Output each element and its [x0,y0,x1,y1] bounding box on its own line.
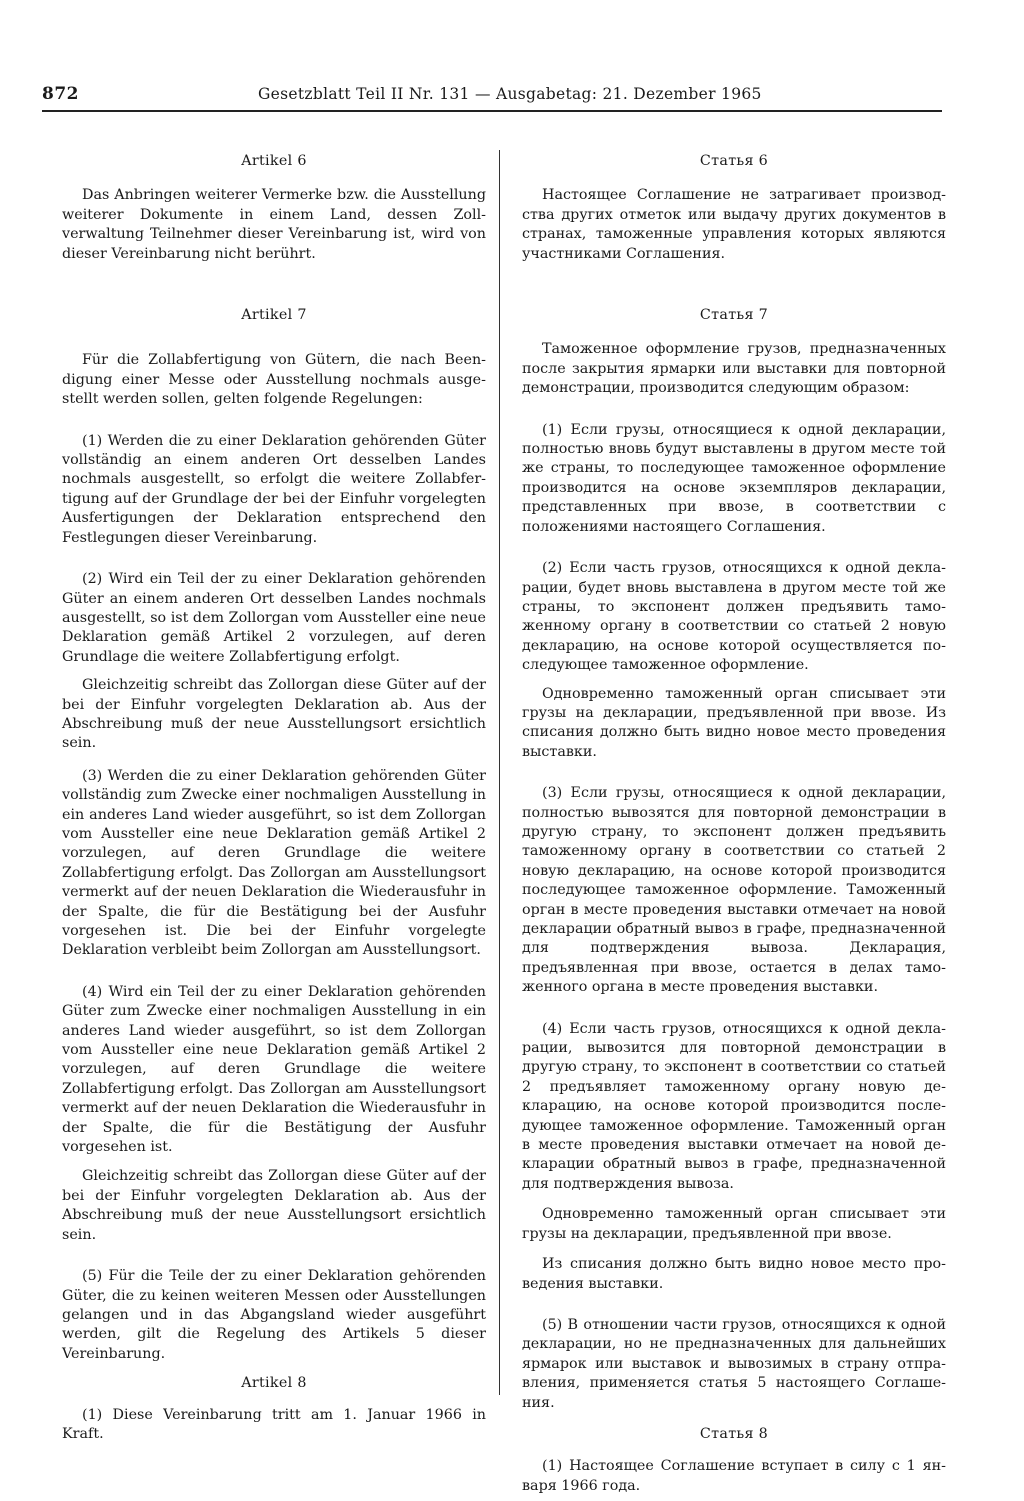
paragraph: (3) Если грузы, относящиеся к одной декларации, полностью вывозятся для повторной демонстрации в другую страну, то экспонент должен предъявить таможенному органу в соответствии со статьей 2 новую декларацию, на основе которой производится последующее таможенное оформление. Таможенный орган в месте проведения выставки отмечает на новой декларации обратный вывоз в графе, предназначенной для подтверждения вывоза. Декларация, предъявленная при ввозе, остается в делах таможенного органа в месте проведения выставки. [522,785,946,996]
paragraph: (2) Wird ein Teil der zu einer Deklaration gehörenden Güter an einem anderen Ort desselben Landes nochmals ausgestellt, so ist dem Zollorgan vom Aussteller eine neue Deklaration gemäß Artikel 2 vorzulegen, auf deren Grundlage die weitere Zollabfertigung erfolgt. [62,571,486,665]
article-heading: Artikel 7 [241,307,307,324]
running-title: Gesetzblatt Teil II Nr. 131 — Ausgabetag: 21. Dezember 1965 [258,85,762,103]
column-divider [499,150,500,1395]
paragraph: (5) Für die Teile der zu einer Deklaration gehörenden Güter, die zu keinen weiteren Messen oder Ausstellungen gelangen und in das Abgangsland wieder ausgeführt werden, gilt die Regelung des Artikels 5 dieser Vereinbarung. [62,1268,486,1362]
paragraph: (1) Werden die zu einer Deklaration gehörenden Güter vollständig an einem anderen Ort desselben Landes nochmals ausgestellt, so erfolgt die weitere Zollabfertigung auf der Grundlage der bei der Einfuhr vorgelegten Ausfertigungen der Deklaration entsprechend den Festlegungen dieser Vereinbarung. [62,432,486,546]
paragraph: Одновременно таможенный орган списывает эти грузы на декларации, предъявленной при ввозе. [522,1206,946,1242]
paragraph: (1) Diese Vereinbarung tritt am 1. Januar 1966 in Kraft. [62,1406,486,1442]
paragraph: Таможенное оформление грузов, предназначенных после закрытия ярмарки или выставки для повторной демонстрации, производится следующим образом: [522,341,946,397]
paragraph: (5) В отношении части грузов, относящихся к одной декларации, но не предназначенных для дальнейших ярмарок или выставок и вывозимых в страну отправления, применяется статья 5 настоящего Соглашения. [522,1316,946,1411]
paragraph: (2) Если часть грузов, относящихся к одной декларации, будет вновь выставлена в другом месте той же страны, то экспонент должен предъявить таможенному органу в соответствии со статьей 2 новую декларацию, на основе которой осуществляется последующее таможенное оформление. [522,560,946,674]
paragraph: (4) Если часть грузов, относящихся к одной декларации, вывозится для повторной демонстрации в другую страну, то экспонент в соответствии со статьей 2 предъявляет таможенному органу новую декларацию, на основе которой производится последующее таможенное оформление. Таможенный орган в месте проведения выставки отмечает на новой декларации обратный вывоз в графе, предназначенной для подтверждения вывоза. [522,1020,946,1192]
page-header [42,84,942,114]
paragraph: Gleichzeitig schreibt das Zollorgan diese Güter auf der bei der Einfuhr vorgelegten Deklaration ab. Aus der Abschreibung muß der neue Ausstellungsort ersichtlich sein. [62,1168,486,1243]
paragraph: (4) Wird ein Teil der zu einer Deklaration gehörenden Güter zum Zwecke einer nochmaligen Ausstellung in ein anderes Land wieder ausgeführt, so ist dem Zollorgan vom Aussteller eine neue Deklaration gemäß Artikel 2 vorzulegen, auf deren Grundlage die weitere Zollabfertigung erfolgt. Das Zollorgan am Ausstellungsort vermerkt auf der neuen Deklaration die Wiederausfuhr in der Spalte, die für die Bestätigung der Ausfuhr vorgesehen ist. [62,983,486,1156]
paragraph: (1) Настоящее Соглашение вступает в силу с 1 января 1966 года. [522,1458,946,1494]
article-heading: Artikel 8 [241,1375,307,1392]
german-column [62,152,486,1442]
paragraph: Für die Zollabfertigung von Gütern, die nach Beendigung einer Messe oder Ausstellung nochmals ausgestellt werden sollen, gelten folgende Regelungen: [62,352,486,408]
paragraph: (1) Если грузы, относящиеся к одной декларации, полностью вновь будут выставлены в другом месте той же страны, то последующее таможенное оформление производится на основе экземпляров декларации, представленных при ввозе, в соответствии с положениями настоящего Соглашения. [522,421,946,535]
paragraph: Das Anbringen weiterer Vermerke bzw. die Ausstellung weiterer Dokumente in einem Land, dessen Zollverwaltung Teilnehmer dieser Vereinbarung ist, wird von dieser Vereinbarung nicht berührt. [62,187,486,262]
page-number: 872 [42,84,79,104]
article-heading: Artikel 6 [241,153,307,169]
article-heading: Статья 6 [699,153,769,169]
header-rule [42,110,942,112]
paragraph: Настоящее Соглашение не затрагивает производства других отметок или выдачу других документов в странах, таможенные управления которых являются участниками Соглашения. [522,187,946,262]
article-heading: Статья 8 [699,1425,769,1442]
article-heading: Статья 7 [699,307,769,324]
paragraph: Из списания должно быть видно новое место проведения выставки. [522,1256,946,1292]
russian-column [522,152,946,1494]
paragraph: Одновременно таможенный орган списывает эти грузы на декларации, предъявленной при ввозе. Из списания должно быть видно новое место проведения выставки. [522,685,946,760]
paragraph: (3) Werden die zu einer Deklaration gehörenden Güter vollständig zum Zwecke einer nochmaligen Ausstellung in ein anderes Land wieder ausgeführt, so ist dem Zollorgan vom Aussteller eine neue Deklaration gemäß Artikel 2 vorzulegen, auf deren Grundlage die weitere Zollabfertigung erfolgt. Das Zollorgan am Ausstellungsort vermerkt auf der neuen Deklaration die Wiederausfuhr in der Spalte, die für die Bestätigung bei der Ausfuhr vorgesehen ist. Die bei der Einfuhr vorgelegte Deklaration verbleibt beim Zollorgan am Ausstellungsort. [62,767,486,959]
paragraph: Gleichzeitig schreibt das Zollorgan diese Güter auf der bei der Einfuhr vorgelegten Deklaration ab. Aus der Abschreibung muß der neue Ausstellungsort ersichtlich sein. [62,677,486,752]
